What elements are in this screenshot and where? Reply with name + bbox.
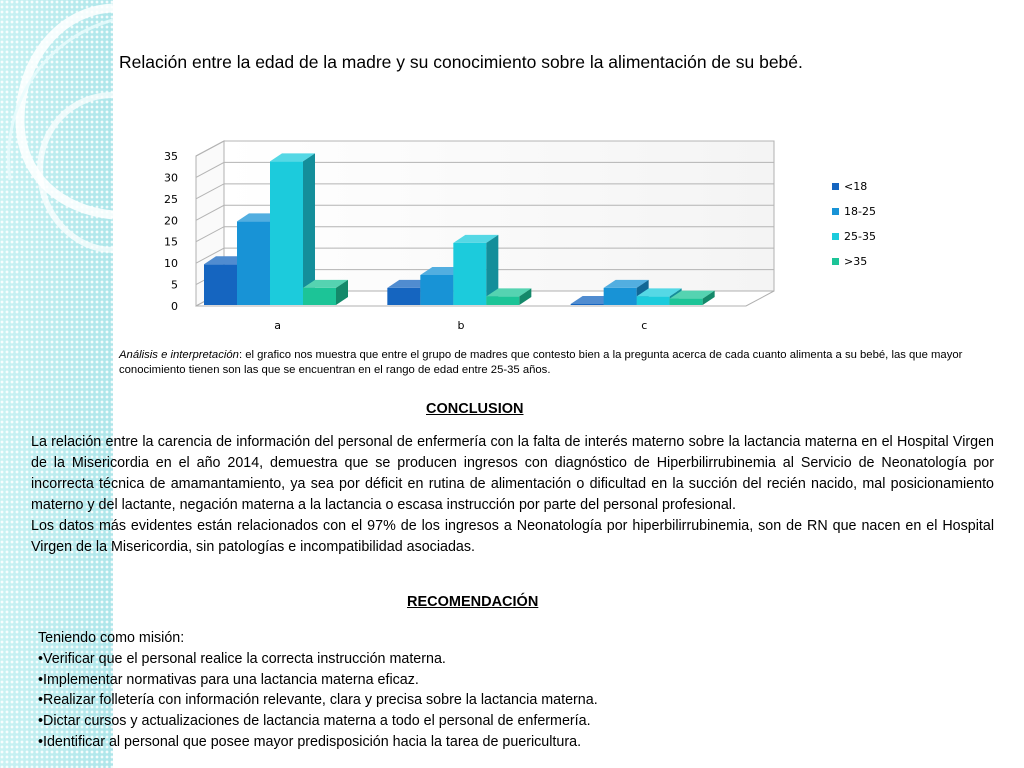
legend-label: >35 <box>844 255 868 268</box>
bar-front-25-35-a <box>270 161 303 305</box>
bar-front-<18-b <box>387 288 420 305</box>
legend-label: 18-25 <box>844 205 876 218</box>
bar-front-18-25-c <box>604 288 637 305</box>
conclusion-body <box>31 432 994 558</box>
legend-swatch <box>832 208 839 215</box>
recommendation-item: •Realizar folletería con información relevante, clara y precisa sobre la lactancia materna. <box>38 692 598 709</box>
legend-swatch <box>832 258 839 265</box>
slide-title: Relación entre la edad de la madre y su conocimiento sobre la alimentación de su bebé. <box>119 52 803 72</box>
legend-swatch <box>832 183 839 190</box>
bar-front->35-a <box>303 288 336 305</box>
recommendation-item: •Verificar que el personal realice la correcta instrucción materna. <box>38 650 446 667</box>
x-tick-label: c <box>641 319 648 332</box>
y-tick-label: 5 <box>171 278 178 292</box>
bar-front-<18-a <box>204 264 237 305</box>
recommendation-item: •Dictar cursos y actualizaciones de lactancia materna a todo el personal de enfermería. <box>38 713 591 730</box>
bar-front-<18-c <box>571 304 604 305</box>
bar-front-18-25-a <box>237 221 270 305</box>
conclusion-paragraph-1: La relación entre la carencia de información del personal de enfermería con la falta de interés materno sobre la lactancia materna en el Hospital Virgen de la Misericordia en el año 2014, demuestra que se producen ingresos con diagnóstico de Hiperbilirrubinemia al Servicio de Neonatología por incorrecta técnica de amamantamiento, ya sea por déficit en rutina de alimentación o dificultad en la succión del recién nacido, mal posicionamiento materno y del lactante, negación materna a la lactancia o escasa instrucción por parte del personal profesional. <box>31 434 994 513</box>
recommendation-heading: RECOMENDACIÓN <box>407 594 539 610</box>
analysis-text <box>119 348 969 378</box>
legend-swatch <box>832 233 839 240</box>
x-tick-label: a <box>274 319 282 332</box>
y-tick-label: 25 <box>164 192 178 206</box>
y-tick-label: 10 <box>164 257 178 271</box>
analysis-body: : el grafico nos muestra que entre el grupo de madres que contesto bien a la pregunta acerca de cada cuanto alimenta a su bebé, las que mayor conocimiento tienen son las que se encuentran en el rango de edad entre 25-35 años. <box>119 349 963 376</box>
legend-label: 25-35 <box>844 230 876 243</box>
legend-label: <18 <box>844 180 868 193</box>
conclusion-paragraph-2: Los datos más evidentes están relacionados con el 97% de los ingresos a Neonatología por hiperbilirrubinemia, son de RN que nacen en el Hospital Virgen de la Misericordia, sin patologías e incompatibilidad asociadas. <box>31 518 994 555</box>
recommendation-list <box>38 628 598 753</box>
y-tick-label: 15 <box>164 235 178 249</box>
bar-front->35-c <box>670 299 703 305</box>
bar-front->35-b <box>486 296 519 305</box>
recommendation-item: •Implementar normativas para una lactancia materna eficaz. <box>38 671 419 688</box>
conclusion-heading: CONCLUSION <box>426 401 524 417</box>
y-tick-label: 0 <box>171 300 178 313</box>
recommendation-intro: Teniendo como misión: <box>38 630 185 646</box>
chart-legend <box>832 180 876 268</box>
x-tick-label: b <box>457 319 465 332</box>
bar-front-25-35-b <box>453 243 486 305</box>
y-tick-label: 35 <box>164 150 178 163</box>
bar-front-25-35-c <box>637 296 670 305</box>
bar-front-18-25-b <box>420 275 453 305</box>
analysis-label: Análisis e interpretación <box>119 349 239 361</box>
y-tick-label: 20 <box>164 214 178 228</box>
bar-chart <box>150 120 876 335</box>
recommendation-item: •Identificar al personal que posee mayor predisposición hacia la tarea de puericultura. <box>38 733 582 750</box>
y-tick-label: 30 <box>164 171 178 185</box>
